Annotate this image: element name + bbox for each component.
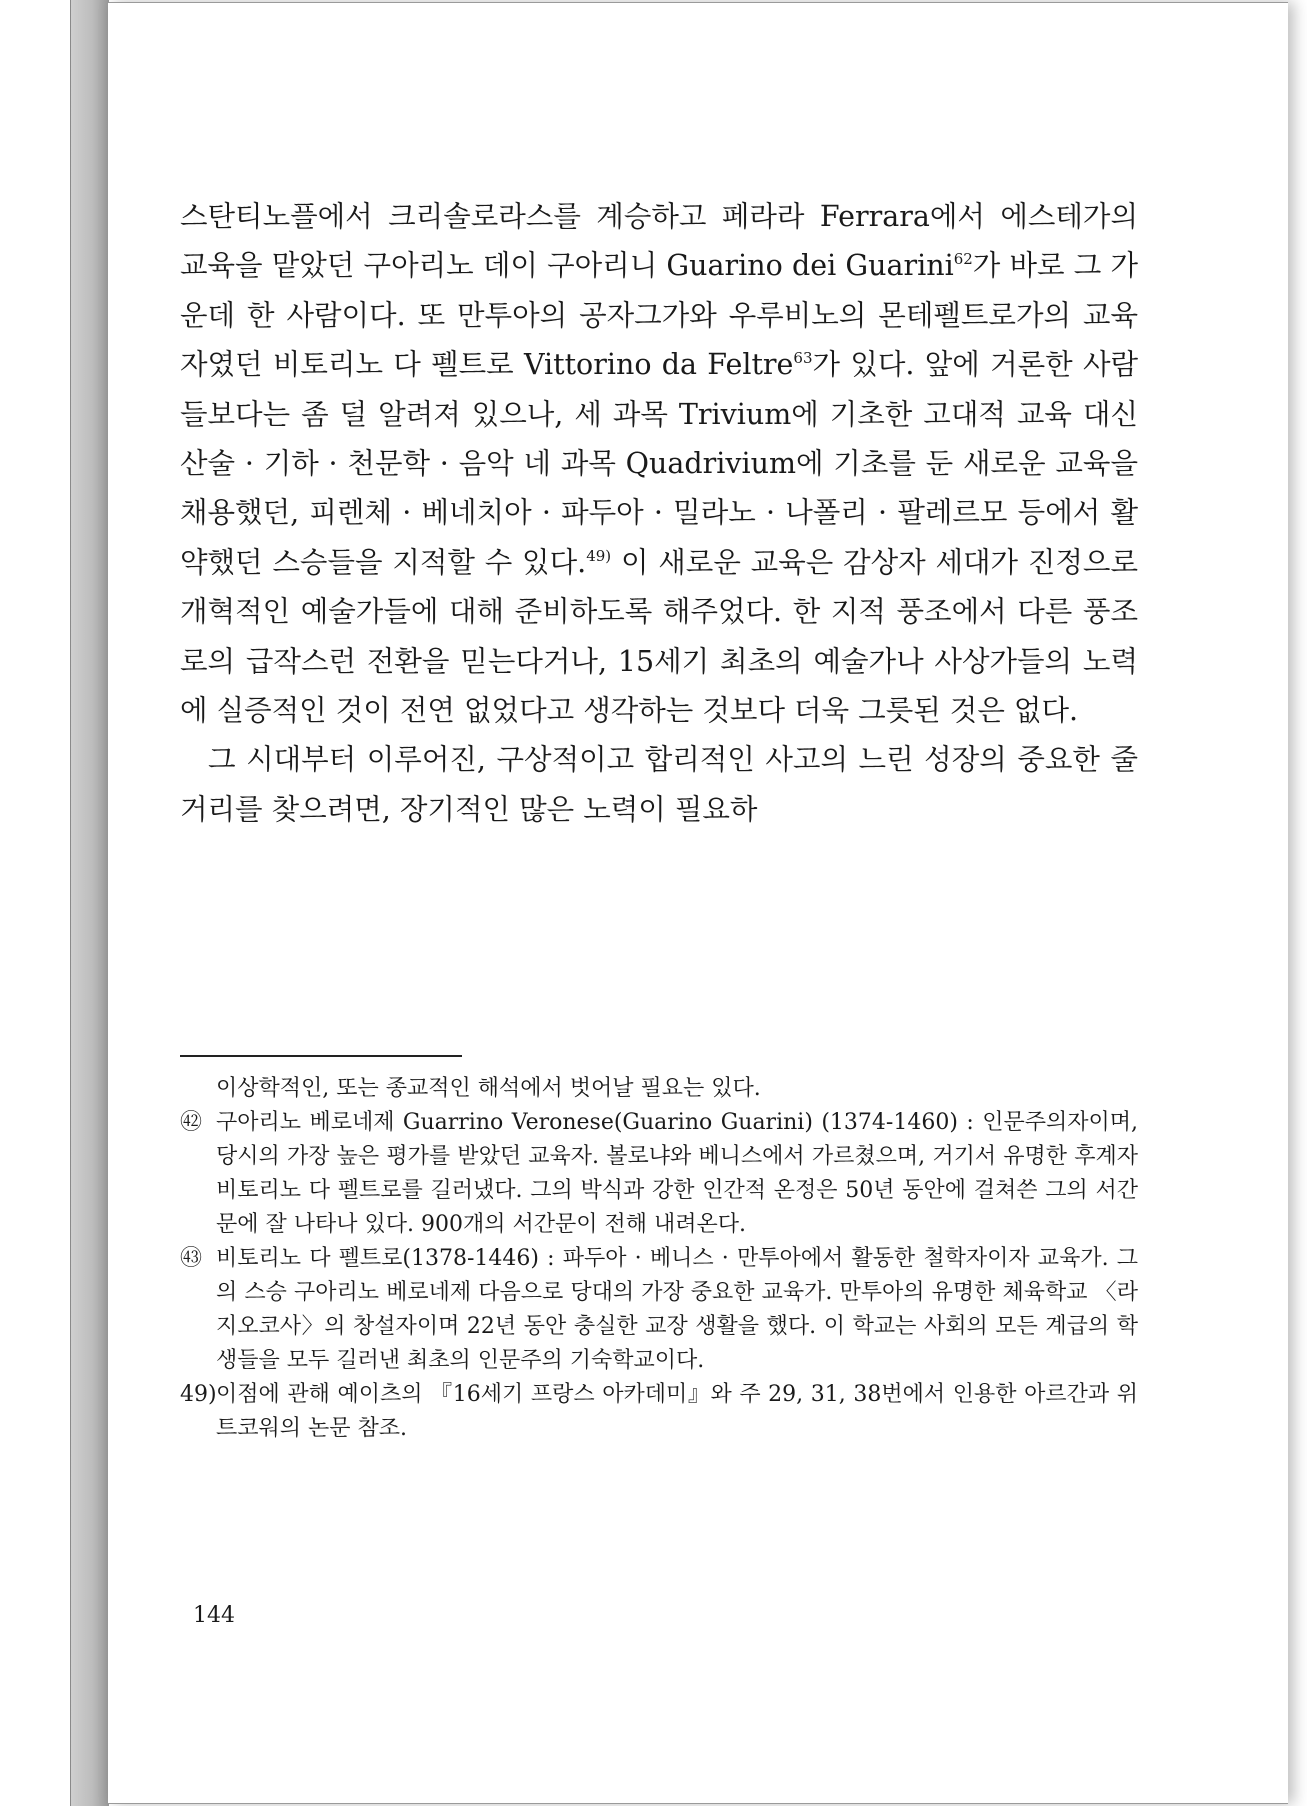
footnotes (180, 1072, 1138, 1446)
footnote-continuation: 이상학적인, 또는 종교적인 해석에서 벗어날 필요는 있다. (216, 1076, 761, 1101)
book-spine (70, 0, 109, 1806)
paragraph-1-part-c: 가 있다. 앞에 거론한 사람들보다는 좀 덜 알려져 있으나, 세 과목 Trivium에 기초한 고대적 교육 대신 산술 · 기하 · 천문학 · 음악 네 과목 Quadrivium에 기초를 둔 새로운 교육을 채용했던, 피렌체 · 베네치아 · 파두아 · 밀라노 · 나폴리 · 팔레르모 등에서 활약했던 스승들을 지적할 수 있다. (180, 348, 1139, 579)
footnote-62 (180, 1106, 1138, 1242)
footnote-63 (180, 1242, 1138, 1378)
footnote-63-marker: ㊸ (180, 1246, 203, 1271)
paragraph-1-part-d: 이 새로운 교육은 감상자 세대가 진정으로 개혁적인 예술가들에 대해 준비하도록 해주었다. 한 지적 풍조에서 다른 풍조로의 급작스런 전환을 믿는다거나, 15세기 최초의 예술가나 사상가들의 노력에 실증적인 것이 전연 없었다고 생각하는 것보다 더욱 그릇된 것은 없다. (180, 545, 1138, 728)
footnote-49-text: 이점에 관해 예이츠의 『16세기 프랑스 아카데미』와 주 29, 31, 38번에서 인용한 아르간과 위트코워의 논문 참조. (216, 1382, 1138, 1441)
footnote-ref-62: 62 (953, 250, 973, 269)
footnote-62-marker: ㊷ (180, 1110, 203, 1135)
main-text (180, 192, 1138, 834)
footnote-ref-63: 63 (793, 349, 813, 368)
paragraph-1-part-b: 가 바로 그 가운데 한 사람이다. 또 만투아의 공자그가와 우루비노의 몬테펠트로가의 교육자였던 비토리노 다 펠트로 Vittorino da Feltre (180, 249, 1139, 382)
paragraph-1-part-a: 스탄티노플에서 크리솔로라스를 계승하고 페라라 Ferrara에서 에스테가의 교육을 맡았던 구아리노 데이 구아리니 Guarino dei Guarini (180, 200, 1138, 283)
footnote-49 (180, 1378, 1138, 1446)
paragraph-1 (180, 192, 1138, 735)
page-number: 144 (193, 1603, 235, 1628)
paragraph-2: 그 시대부터 이루어진, 구상적이고 합리적인 사고의 느린 성장의 중요한 줄거리를 찾으려면, 장기적인 많은 노력이 필요하 (180, 743, 1138, 826)
footnote-62-text: 구아리노 베로네제 Guarrino Veronese(Guarino Guarini) (1374-1460) : 인문주의자이며, 당시의 가장 높은 평가를 받았던 교육자. 볼로냐와 베니스에서 가르쳤으며, 거기서 유명한 후계자 비토리노 다 펠트로를 길러냈다. 그의 박식과 강한 인간적 온정은 50년 동안에 걸쳐쓴 그의 서간문에 잘 나타나 있다. 900개의 서간문이 전해 내려온다. (216, 1110, 1138, 1237)
footnote-ref-49: 49) (586, 546, 612, 565)
footnote-divider (180, 1055, 462, 1057)
footnote-49-marker: 49) (180, 1382, 217, 1407)
footnote-63-text: 비토리노 다 펠트로(1378-1446) : 파두아 · 베니스 · 만투아에서 활동한 철학자이자 교육가. 그의 스승 구아리노 베로네제 다음으로 당대의 가장 중요한 교육가. 만투아의 유명한 체육학교 〈라 지오코사〉의 창설자이며 22년 동안 충실한 교장 생활을 했다. 이 학교는 사회의 모든 계급의 학생들을 모두 길러낸 최초의 인문주의 기숙학교이다. (216, 1246, 1138, 1373)
